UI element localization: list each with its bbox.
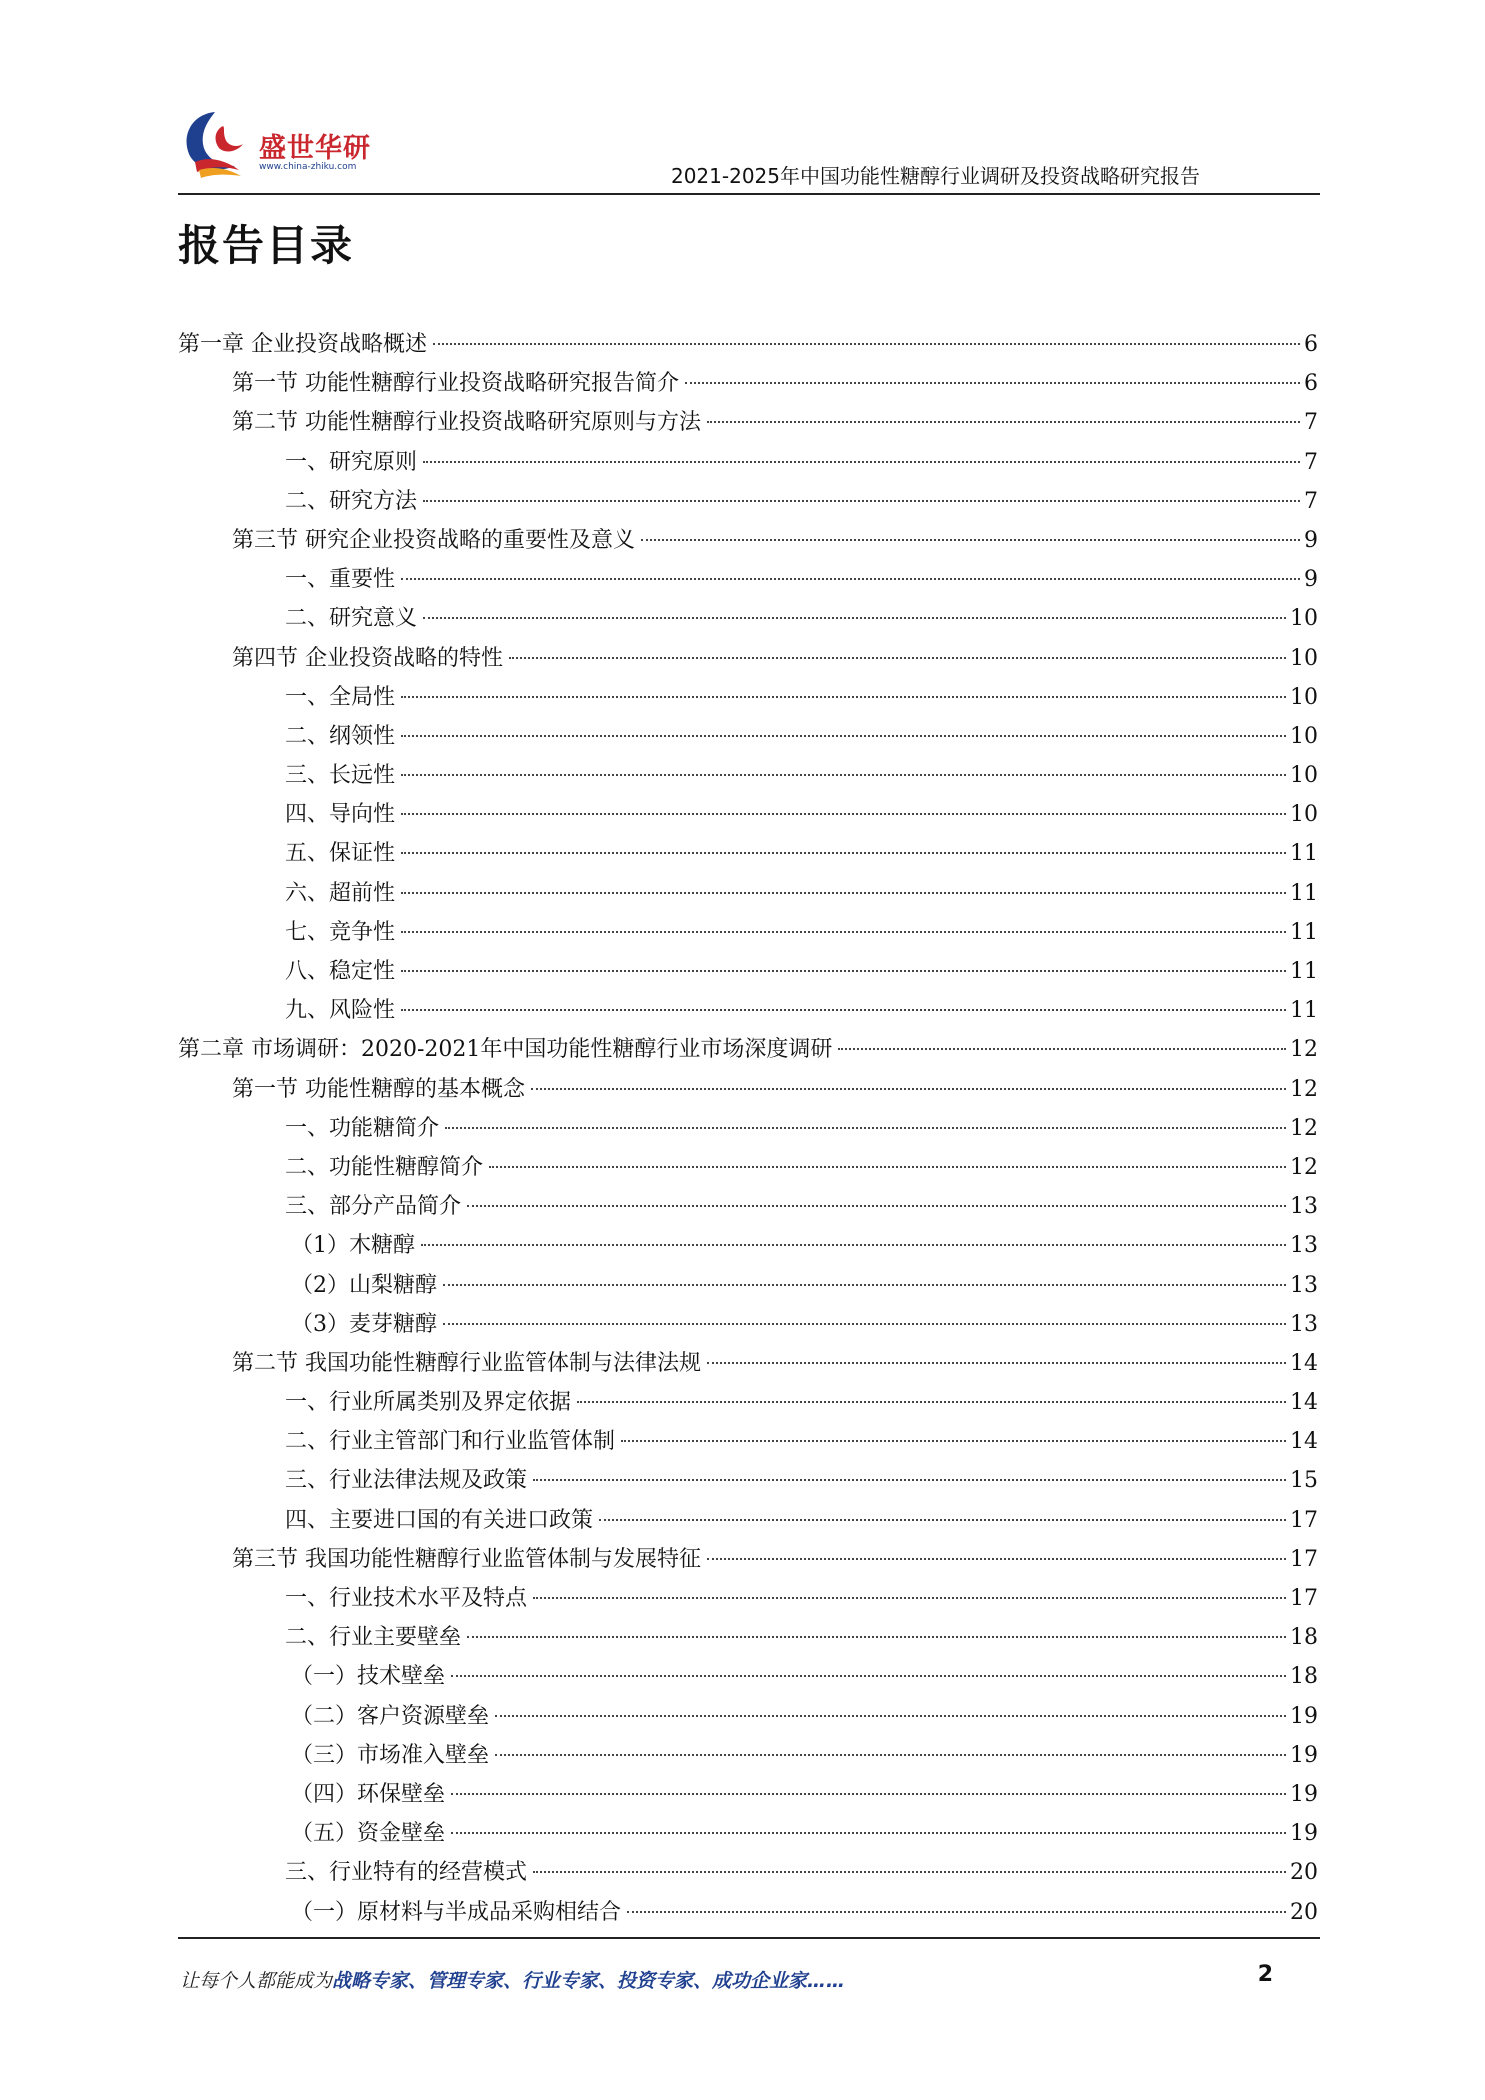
toc-leader-dots (423, 617, 1286, 619)
toc-leader-dots (401, 852, 1286, 854)
toc-entry-title: 二、研究意义 (285, 606, 418, 632)
toc-leader-dots (443, 1284, 1286, 1286)
toc-entry-page: 11 (1290, 841, 1318, 867)
toc-entry-title: 三、部分产品简介 (285, 1194, 462, 1220)
toc-entry-page: 14 (1290, 1390, 1318, 1416)
toc-leader-dots (533, 1597, 1286, 1599)
toc-entry-page: 11 (1290, 959, 1318, 984)
toc-entry-title: （一）原材料与半成品采购相结合 (291, 1899, 622, 1925)
toc-entry-title: 二、研究方法 (285, 488, 418, 514)
toc-leader-dots (401, 1009, 1286, 1011)
toc-entry-page: 19 (1290, 1742, 1318, 1768)
toc-entry[interactable] (178, 991, 1318, 1030)
table-of-contents (178, 325, 1318, 1932)
toc-entry-page: 7 (1304, 488, 1318, 514)
toc-leader-dots (433, 343, 1300, 345)
toc-entry-page: 10 (1290, 645, 1318, 671)
toc-leader-dots (641, 539, 1300, 541)
logo-url: www.china-zhiku.com (259, 162, 357, 172)
toc-entry-title: 第一节 功能性糖醇的基本概念 (232, 1076, 525, 1102)
toc-entry[interactable] (178, 1383, 1318, 1422)
toc-entry-title: （3）麦芽糖醇 (291, 1311, 437, 1337)
toc-leader-dots (401, 892, 1286, 894)
toc-entry-title: 第二节 我国功能性糖醇行业监管体制与法律法规 (232, 1350, 701, 1376)
toc-entry-title: 第三节 研究企业投资战略的重要性及意义 (232, 527, 635, 553)
toc-entry-title: 三、长远性 (285, 763, 396, 789)
toc-entry-title: （五）资金壁垒 (291, 1821, 446, 1847)
toc-leader-dots (401, 813, 1286, 815)
toc-entry-title: 第一节 功能性糖醇行业投资战略研究报告简介 (232, 371, 679, 397)
toc-leader-dots (451, 1675, 1286, 1677)
toc-entry[interactable] (178, 1736, 1318, 1775)
toc-entry-page: 18 (1290, 1625, 1318, 1651)
toc-entry-page: 12 (1290, 1037, 1318, 1063)
toc-entry-title: （二）客户资源壁垒 (291, 1703, 490, 1729)
toc-leader-dots (445, 1127, 1286, 1129)
toc-entry[interactable] (178, 717, 1318, 756)
toc-entry-title: 第二章 市场调研：2020-2021年中国功能性糖醇行业市场深度调研 (178, 1037, 833, 1063)
toc-entry-title: 第一章 企业投资战略概述 (178, 332, 427, 357)
toc-leader-dots (707, 421, 1300, 423)
toc-entry[interactable] (178, 325, 1318, 364)
toc-entry-page: 7 (1304, 410, 1318, 436)
footer-divider (178, 1937, 1320, 1939)
page-title: 报告目录 (178, 221, 355, 270)
toc-entry-title: 二、纲领性 (285, 723, 396, 749)
toc-leader-dots (495, 1715, 1286, 1717)
toc-entry[interactable] (178, 678, 1318, 717)
toc-entry[interactable] (178, 1187, 1318, 1226)
toc-entry-page: 6 (1304, 332, 1318, 357)
toc-entry[interactable] (178, 1226, 1318, 1265)
footer-slogan-lead: 让每个人都能成为 (180, 1970, 333, 1992)
toc-entry-page: 12 (1290, 1154, 1318, 1180)
toc-leader-dots (621, 1440, 1286, 1442)
toc-entry-title: （一）技术壁垒 (291, 1664, 446, 1690)
toc-entry[interactable] (178, 1305, 1318, 1344)
toc-entry-page: 19 (1290, 1781, 1318, 1807)
toc-entry[interactable] (178, 874, 1318, 913)
toc-entry[interactable] (178, 1579, 1318, 1618)
toc-entry-title: 第四节 企业投资战略的特性 (232, 645, 503, 671)
toc-leader-dots (707, 1558, 1286, 1560)
toc-entry-page: 13 (1290, 1272, 1318, 1298)
toc-entry-title: 一、研究原则 (285, 449, 418, 475)
toc-entry[interactable] (178, 1814, 1318, 1853)
toc-entry[interactable] (178, 1266, 1318, 1305)
toc-entry[interactable] (178, 1775, 1318, 1814)
toc-entry-page: 14 (1290, 1350, 1318, 1376)
toc-leader-dots (467, 1636, 1286, 1638)
toc-entry[interactable] (178, 1422, 1318, 1461)
toc-entry[interactable] (178, 1501, 1318, 1540)
toc-entry-page: 9 (1304, 527, 1318, 553)
toc-leader-dots (401, 578, 1300, 580)
toc-entry[interactable] (178, 599, 1318, 638)
toc-entry-title: 八、稳定性 (285, 959, 396, 984)
toc-entry-page: 6 (1304, 371, 1318, 397)
toc-entry[interactable] (178, 1657, 1318, 1696)
toc-entry-page: 7 (1304, 449, 1318, 475)
toc-entry-page: 20 (1290, 1899, 1318, 1925)
toc-entry-title: 第三节 我国功能性糖醇行业监管体制与发展特征 (232, 1546, 701, 1572)
toc-leader-dots (451, 1793, 1286, 1795)
toc-entry[interactable] (178, 482, 1318, 521)
toc-entry[interactable] (178, 1893, 1318, 1932)
toc-entry[interactable] (178, 1344, 1318, 1383)
toc-entry-page: 9 (1304, 567, 1318, 593)
toc-entry-page: 17 (1290, 1507, 1318, 1533)
toc-entry-title: 五、保证性 (285, 841, 396, 867)
footer-slogan-accent: 战略专家、管理专家、行业专家、投资专家、成功企业家…… (332, 1970, 846, 1992)
logo-emblem-icon (175, 104, 259, 184)
toc-entry-title: 七、竞争性 (285, 919, 396, 945)
toc-entry-title: 二、行业主管部门和行业监管体制 (285, 1429, 616, 1455)
toc-leader-dots (685, 382, 1300, 384)
report-title: 2021-2025年中国功能性糖醇行业调研及投资战略研究报告 (670, 164, 1200, 188)
toc-leader-dots (451, 1832, 1286, 1834)
toc-leader-dots (401, 931, 1286, 933)
toc-entry-title: 一、行业技术水平及特点 (285, 1586, 528, 1611)
toc-leader-dots (423, 500, 1300, 502)
toc-entry-page: 17 (1290, 1546, 1318, 1572)
toc-entry-page: 11 (1290, 880, 1318, 906)
toc-entry-title: （四）环保壁垒 (291, 1781, 446, 1807)
toc-entry-title: （2）山梨糖醇 (291, 1272, 437, 1298)
toc-leader-dots (421, 1244, 1286, 1246)
toc-entry-title: 三、行业特有的经营模式 (285, 1860, 528, 1886)
toc-entry-title: 四、主要进口国的有关进口政策 (285, 1507, 594, 1533)
toc-entry[interactable] (178, 795, 1318, 834)
toc-leader-dots (401, 774, 1286, 776)
toc-entry[interactable] (178, 1540, 1318, 1579)
toc-entry[interactable] (178, 1618, 1318, 1657)
toc-entry-title: （三）市场准入壁垒 (291, 1742, 490, 1768)
toc-entry-title: 二、行业主要壁垒 (285, 1625, 462, 1651)
toc-entry-title: 一、全局性 (285, 684, 396, 710)
toc-entry-page: 19 (1290, 1703, 1318, 1729)
toc-entry[interactable] (178, 756, 1318, 795)
toc-leader-dots (495, 1754, 1286, 1756)
toc-entry-title: 一、重要性 (285, 567, 396, 593)
toc-entry[interactable] (178, 364, 1318, 403)
toc-entry-page: 11 (1290, 919, 1318, 945)
toc-entry-page: 15 (1290, 1468, 1318, 1494)
toc-entry-title: 第二节 功能性糖醇行业投资战略研究原则与方法 (232, 410, 701, 436)
toc-leader-dots (577, 1401, 1286, 1403)
toc-leader-dots (401, 970, 1286, 972)
toc-entry-title: 六、超前性 (285, 880, 396, 906)
toc-entry[interactable] (178, 443, 1318, 482)
toc-entry-page: 13 (1290, 1194, 1318, 1220)
toc-entry[interactable] (178, 1461, 1318, 1500)
toc-leader-dots (489, 1166, 1286, 1168)
toc-entry-page: 10 (1290, 606, 1318, 632)
toc-entry-title: 一、功能糖简介 (285, 1115, 440, 1141)
toc-entry[interactable] (178, 1853, 1318, 1892)
toc-entry[interactable] (178, 1070, 1318, 1109)
toc-entry-page: 10 (1290, 763, 1318, 789)
toc-entry-page: 12 (1290, 1115, 1318, 1141)
toc-entry[interactable] (178, 403, 1318, 442)
toc-entry[interactable] (178, 521, 1318, 560)
toc-entry-page: 10 (1290, 723, 1318, 749)
toc-entry[interactable] (178, 1109, 1318, 1148)
toc-leader-dots (627, 1911, 1286, 1913)
toc-leader-dots (838, 1048, 1286, 1050)
footer-slogan (180, 1966, 845, 1993)
toc-leader-dots (707, 1362, 1286, 1364)
toc-leader-dots (533, 1871, 1286, 1873)
toc-entry-page: 10 (1290, 684, 1318, 710)
toc-entry-page: 20 (1290, 1860, 1318, 1886)
toc-entry[interactable] (178, 560, 1318, 599)
toc-entry-page: 18 (1290, 1664, 1318, 1690)
toc-leader-dots (467, 1205, 1286, 1207)
toc-entry[interactable] (178, 913, 1318, 952)
toc-entry-page: 13 (1290, 1311, 1318, 1337)
toc-leader-dots (401, 735, 1286, 737)
toc-leader-dots (599, 1519, 1286, 1521)
toc-leader-dots (509, 657, 1286, 659)
toc-leader-dots (531, 1088, 1286, 1090)
toc-entry-page: 12 (1290, 1076, 1318, 1102)
toc-entry-title: 九、风险性 (285, 998, 396, 1024)
toc-entry-page: 17 (1290, 1586, 1318, 1611)
toc-entry[interactable] (178, 952, 1318, 991)
toc-entry[interactable] (178, 1030, 1318, 1069)
logo-name: 盛世华研 (259, 133, 371, 164)
toc-entry-page: 13 (1290, 1233, 1318, 1259)
toc-leader-dots (533, 1479, 1286, 1481)
toc-entry-page: 14 (1290, 1429, 1318, 1455)
toc-entry-page: 11 (1290, 998, 1318, 1024)
toc-entry-title: （1）木糖醇 (291, 1233, 415, 1259)
toc-entry-title: 二、功能性糖醇简介 (285, 1154, 484, 1180)
page-number: 2 (1257, 1962, 1273, 1987)
header-divider (178, 193, 1320, 195)
toc-entry-page: 10 (1290, 802, 1318, 828)
toc-entry-title: 四、导向性 (285, 802, 396, 828)
toc-leader-dots (443, 1323, 1286, 1325)
toc-entry[interactable] (178, 639, 1318, 678)
toc-entry[interactable] (178, 1697, 1318, 1736)
toc-entry-title: 一、行业所属类别及界定依据 (285, 1390, 572, 1416)
toc-entry-page: 19 (1290, 1821, 1318, 1847)
toc-entry[interactable] (178, 1148, 1318, 1187)
toc-entry-title: 三、行业法律法规及政策 (285, 1468, 528, 1494)
logo (175, 104, 395, 184)
toc-entry[interactable] (178, 834, 1318, 873)
toc-leader-dots (423, 461, 1300, 463)
toc-leader-dots (401, 696, 1286, 698)
